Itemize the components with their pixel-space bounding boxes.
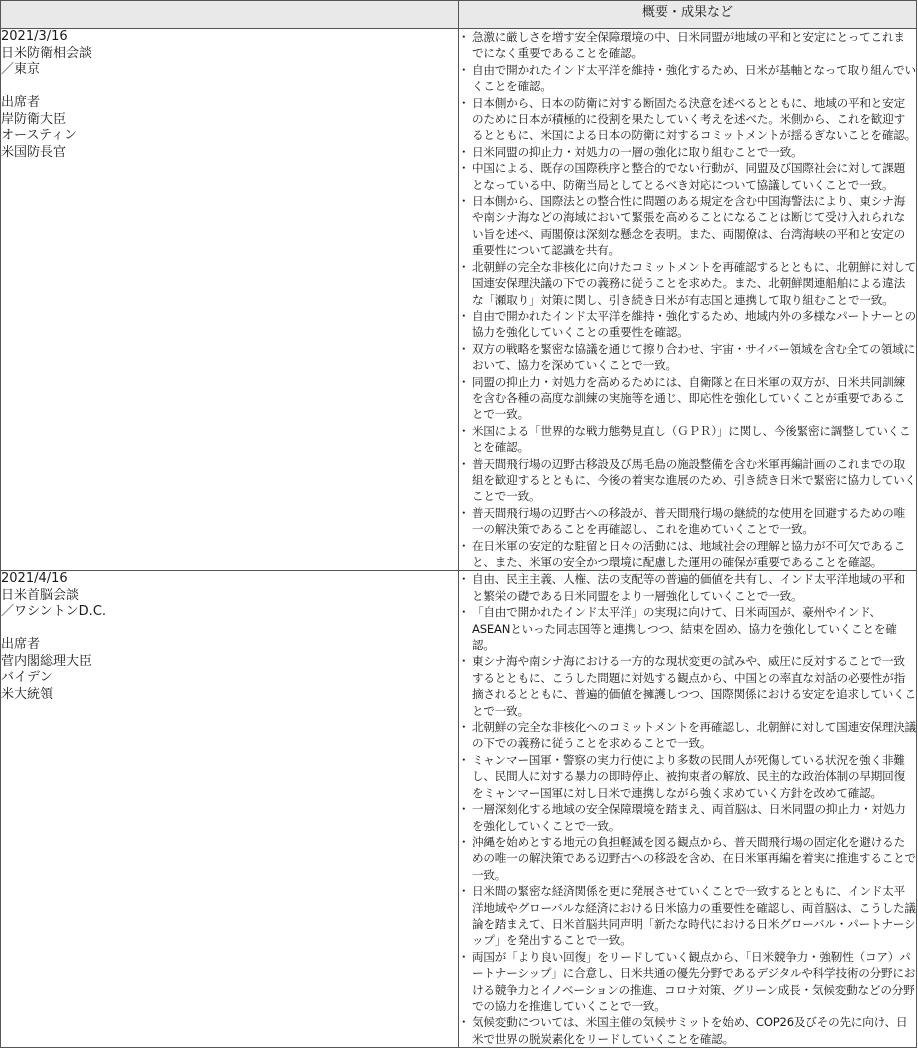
attendees-label: 出席者 — [1, 637, 41, 653]
list-item: ・ 「自由で開かれたインド太平洋」の実現に向けて、日米両国が、豪州やインド、ASEANといった同志国等と連携しつつ、結束を固め、協力を強化していくことを確認。 — [459, 604, 916, 653]
list-item: ・ 在日米軍の安定的な駐留と日々の活動には、地域社会の理解と協力が不可欠であること、また、米軍の安全かつ環境に配慮した運用の確保が重要であることを確認。 — [459, 538, 916, 571]
meeting-info-cell — [1, 571, 459, 1048]
list-item: ・ 日本側から、日本の防衛に対する断固たる決意を述べるとともに、地域の平和と安定のために日本が積極的に役割を果たしていく考えを述べた。米側から、これを歓迎するとともに、米国による日本の防衛に対するコミットメントが揺るぎないことを確認。 — [459, 95, 916, 144]
meeting-date: 2021/3/16 — [1, 29, 68, 44]
attendee: 岸防衛大臣 — [1, 111, 67, 127]
list-item: ・ 北朝鮮の完全な非核化に向けたコミットメントを再確認するとともに、北朝鮮に対して国連安保理決議の下での義務に従うことを求めた。また、北朝鮮関連船舶による違法な「瀬取り」対策に関し、引き続き日米が有志国と連携して取り組むことで一致。 — [459, 259, 916, 308]
list-item: ・ 北朝鮮の完全な非核化へのコミットメントを再確認し、北朝鮮に対して国連安保理決議の下での義務に従うことを求めることで一致。 — [459, 719, 916, 752]
list-item: ・ 両国が「より良い回復」をリードしていく観点から、「日米競争力・強靭性（コア）パートナーシップ」に合意し、日米共通の優先分野であるデジタルや科学技術の分野における競争力とイノベーションの推進、コロナ対策、グリーン成長・気候変動などの分野での協力を推進していくことで一致。 — [459, 949, 916, 1015]
list-item: ・ 自由で開かれたインド太平洋を維持・強化するため、地域内外の多様なパートナーとの協力を強化していくことの重要性を確認。 — [459, 308, 916, 341]
attendee: オースティン — [1, 128, 78, 143]
list-item: ・ 沖縄を始めとする地元の負担軽減を図る観点から、普天間飛行場の固定化を避けるための唯一の解決策である辺野古への移設を含め、在日米軍再編を着実に推進することで一致。 — [459, 834, 916, 883]
list-item: ・ 日本側から、国際法との整合性に問題のある規定を含む中国海警法により、東シナ海や南シナ海などの海域において緊張を高めることになることは断じて受け入れられない旨を述べ、両閣僚は深刻な懸念を表明。また、両閣僚は、台湾海峡の平和と安定の重要性について認識を共有。 — [459, 193, 916, 259]
list-item: ・ 自由、民主主義、人権、法の支配等の普遍的価値を共有し、インド太平洋地域の平和と繁栄の礎である日米同盟をより一層強化していくことで一致。 — [459, 571, 916, 604]
list-item: ・ 東シナ海や南シナ海における一方的な現状変更の試みや、威圧に反対することで一致するとともに、こうした問題に対処する観点から、中国との率直な対話の必要性が指摘されるとともに、普遍的価値を擁護しつつ、国際関係における安定を追求していくことで一致。 — [459, 653, 916, 719]
list-item: ・ 普天間飛行場の辺野古移設及び馬毛島の施設整備を含む米軍再編計画のこれまでの取組を歓迎するとともに、今後の着実な進展のため、引き続き日米で緊密に協力していくことで一致。 — [459, 456, 916, 505]
header-row — [1, 1, 917, 29]
summary-cell — [459, 29, 917, 571]
attendee: バイデン — [1, 670, 53, 686]
meeting-place: ／東京 — [1, 62, 41, 77]
list-item: ・ 一層深刻化する地域の安全保障環境を踏まえ、両首脳は、日米同盟の抑止力・対処力を強化していくことで一致。 — [459, 801, 916, 834]
meeting-info-cell — [1, 29, 459, 571]
attendee: 菅内閣総理大臣 — [1, 653, 93, 669]
attendee: 米国防長官 — [1, 144, 67, 160]
list-item: ・ 日米間の緊密な経済関係を更に発展させていくことで一致するとともに、インド太平洋地域やグローバルな経済における日米協力の重要性を確認し、両首脳は、こうした議論を踏まえて、日米首脳共同声明「新たな時代における日米グローバル・パートナーシップ」を発出することで一致。 — [459, 883, 916, 949]
summary-cell — [459, 571, 917, 1048]
list-item: ・ 自由で開かれたインド太平洋を維持・強化するため、日米が基軸となって取り組んでいくことを確認。 — [459, 62, 916, 95]
header-corner-cell — [1, 1, 459, 29]
list-item: ・ 中国による、既存の国際秩序と整合的でない行動が、同盟及び国際社会に対して課題となっている中、防衛当局としてとるべき対応について協議していくことで一致。 — [459, 160, 916, 193]
summary-list — [459, 571, 916, 1047]
meeting-name: 日米防衛相会談 — [1, 45, 93, 61]
list-item: ・ 気候変動については、米国主催の気候サミットを始め、COP26及びその先に向け、日米で世界の脱炭素化をリードしていくことを確認。 — [459, 1014, 916, 1047]
table-row — [1, 571, 917, 1048]
meeting-place: ／ワシントンD.C. — [1, 604, 107, 620]
list-item: ・ 同盟の抑止力・対処力を高めるためには、自衛隊と在日米軍の双方が、日米共同訓練を含む各種の高度な訓練の実施等を通じ、即応性を強化していくことが重要であることで一致。 — [459, 374, 916, 423]
spacer — [1, 79, 458, 96]
list-item: ・ 双方の戦略を緊密な協議を通じて擦り合わせ、宇宙・サイバー領域を含む全ての領域において、協力を深めていくことで一致。 — [459, 341, 916, 374]
table-row — [1, 29, 917, 571]
meeting-date: 2021/4/16 — [1, 571, 68, 587]
list-item: ・ 米国による「世界的な戦力態勢見直し（ＧＰＲ）」に関し、今後緊密に調整していくことを確認。 — [459, 423, 916, 456]
list-item: ・ ミャンマー国軍・警察の実力行使により多数の民間人が死傷している状況を強く非難し、民間人に対する暴力の即時停止、被拘束者の解放、民主的な政治体制の早期回復をミャンマー国軍に対し日米で連携しながら強く求めていく方針を改めて確認。 — [459, 752, 916, 801]
summary-list — [459, 29, 916, 570]
spacer — [1, 621, 458, 638]
meeting-name: 日米首脳会談 — [1, 587, 80, 603]
list-item: ・ 普天間飛行場の辺野古への移設が、普天間飛行場の継続的な使用を回避するための唯一の解決策であることを再確認し、これを進めていくことで一致。 — [459, 505, 916, 538]
header-summary: 概要・成果など — [459, 1, 917, 29]
list-item: ・ 急激に厳しさを増す安全保障環境の中、日米同盟が地域の平和と安定にとってこれまでになく重要であることを確認。 — [459, 29, 916, 62]
list-item: ・ 日米同盟の抑止力・対処力の一層の強化に取り組むことで一致。 — [459, 144, 916, 160]
attendees-label: 出席者 — [1, 95, 41, 110]
attendee: 米大統領 — [1, 686, 54, 702]
